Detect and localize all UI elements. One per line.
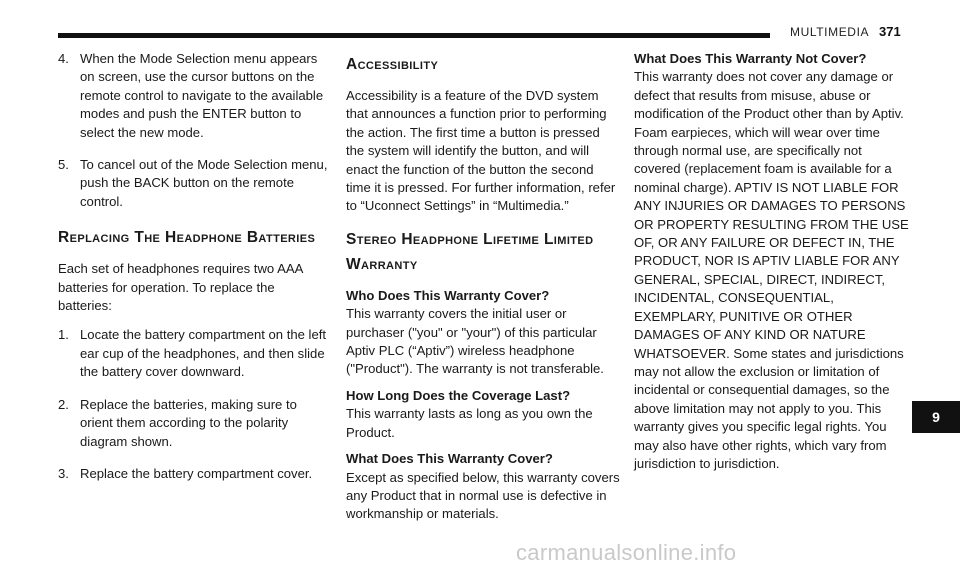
question-heading: What Does This Warranty Not Cover? xyxy=(634,51,867,66)
section-heading-accessibility: Accessibility xyxy=(346,56,439,73)
step-number: 4. xyxy=(58,51,69,66)
warranty-how-long xyxy=(346,387,620,442)
section-heading-batteries: Replacing The Headphone Batteries xyxy=(58,229,316,247)
step-text: Locate the battery compartment on the left ear cup of the headphones, and then slide the battery cover downward. xyxy=(80,327,327,380)
question-heading: What Does This Warranty Cover? xyxy=(346,451,553,467)
step-text: Replace the batteries, making sure to orient them according to the polarity diagram shown. xyxy=(80,396,297,449)
accessibility-text: Accessibility is a feature of the DVD system that announces a function prior to performing the action. The first time a button is pressed the system will identify the button, and will enact the function of the button the second time it is pressed. For further information, refer to “Uconnect Settings” in “Multimedia.” xyxy=(346,88,616,214)
question-heading: Who Does This Warranty Cover? xyxy=(346,287,550,303)
step-number: 1. xyxy=(58,327,69,343)
step-number: 5. xyxy=(58,157,69,173)
watermark: carmanualsonline.info xyxy=(516,540,737,565)
warranty-who xyxy=(346,287,620,379)
section-title: MULTIMEDIA xyxy=(790,25,870,39)
column-2 xyxy=(346,52,620,532)
column-3 xyxy=(634,50,910,473)
step-4 xyxy=(58,50,330,142)
answer-text: Except as specified below, this warranty covers any Product that in normal use is defective in workmanship or materials. xyxy=(346,469,620,522)
step-number: 3. xyxy=(58,465,69,481)
answer-text: This warranty covers the initial user or purchaser ("you" or "your") of this particular Aptiv PLC (“Aptiv”) wireless headphone ("Product"). The warranty is not transferable. xyxy=(346,306,604,377)
warranty-what xyxy=(346,450,620,524)
step-2 xyxy=(58,396,330,451)
answer-text: This warranty lasts as long as you own the Product. xyxy=(346,406,593,440)
page-number: 371 xyxy=(879,24,901,39)
header-rule xyxy=(58,33,770,38)
step-text: When the Mode Selection menu appears on screen, use the cursor buttons on the remote control to navigate to the available modes and push the ENTER button to select the new mode. xyxy=(80,51,324,140)
column-1 xyxy=(58,50,330,497)
answer-text: This warranty does not cover any damage or defect that results from misuse, abuse or modification of the Product other than by Aptiv. Foam earpieces, which will wear over time through normal use, are specifically not covered (replacement foam is available for a nominal charge). APTIV IS NOT LIABLE FOR ANY INJURIES OR DAMAGES TO PERSONS OR PROPERTY RESULTING FROM THE USE OF, OR ANY FAILURE OR DEFECT IN, THE PRODUCT, NOR IS APTIV LIABLE FOR ANY GENERAL, SPECIAL, DIRECT, INDIRECT, INCIDENTAL, CONSEQUENTIAL, EXEMPLARY, PUNITIVE OR OTHER DAMAGES OF ANY KIND OR NATURE WHATSOEVER. Some states and jurisdictions may not allow the exclusion or limitation of incidental or consequential damages, so the above limitation may not apply to you. This warranty gives you specific legal rights. You may also have other rights, which vary from jurisdiction to jurisdiction. xyxy=(634,69,909,471)
step-5 xyxy=(58,156,330,211)
batteries-intro: Each set of headphones requires two AAA batteries for operation. To replace the batteries: xyxy=(58,261,303,314)
section-heading-warranty: Stereo Headphone Lifetime Limited Warranty xyxy=(346,230,594,273)
step-number: 2. xyxy=(58,396,69,412)
step-text: To cancel out of the Mode Selection menu, push the BACK button on the remote control. xyxy=(80,157,328,209)
question-heading: How Long Does the Coverage Last? xyxy=(346,387,571,403)
chapter-tab: 9 xyxy=(912,401,960,433)
step-1 xyxy=(58,326,330,381)
step-3 xyxy=(58,465,330,483)
step-text: Replace the battery compartment cover. xyxy=(80,465,313,481)
